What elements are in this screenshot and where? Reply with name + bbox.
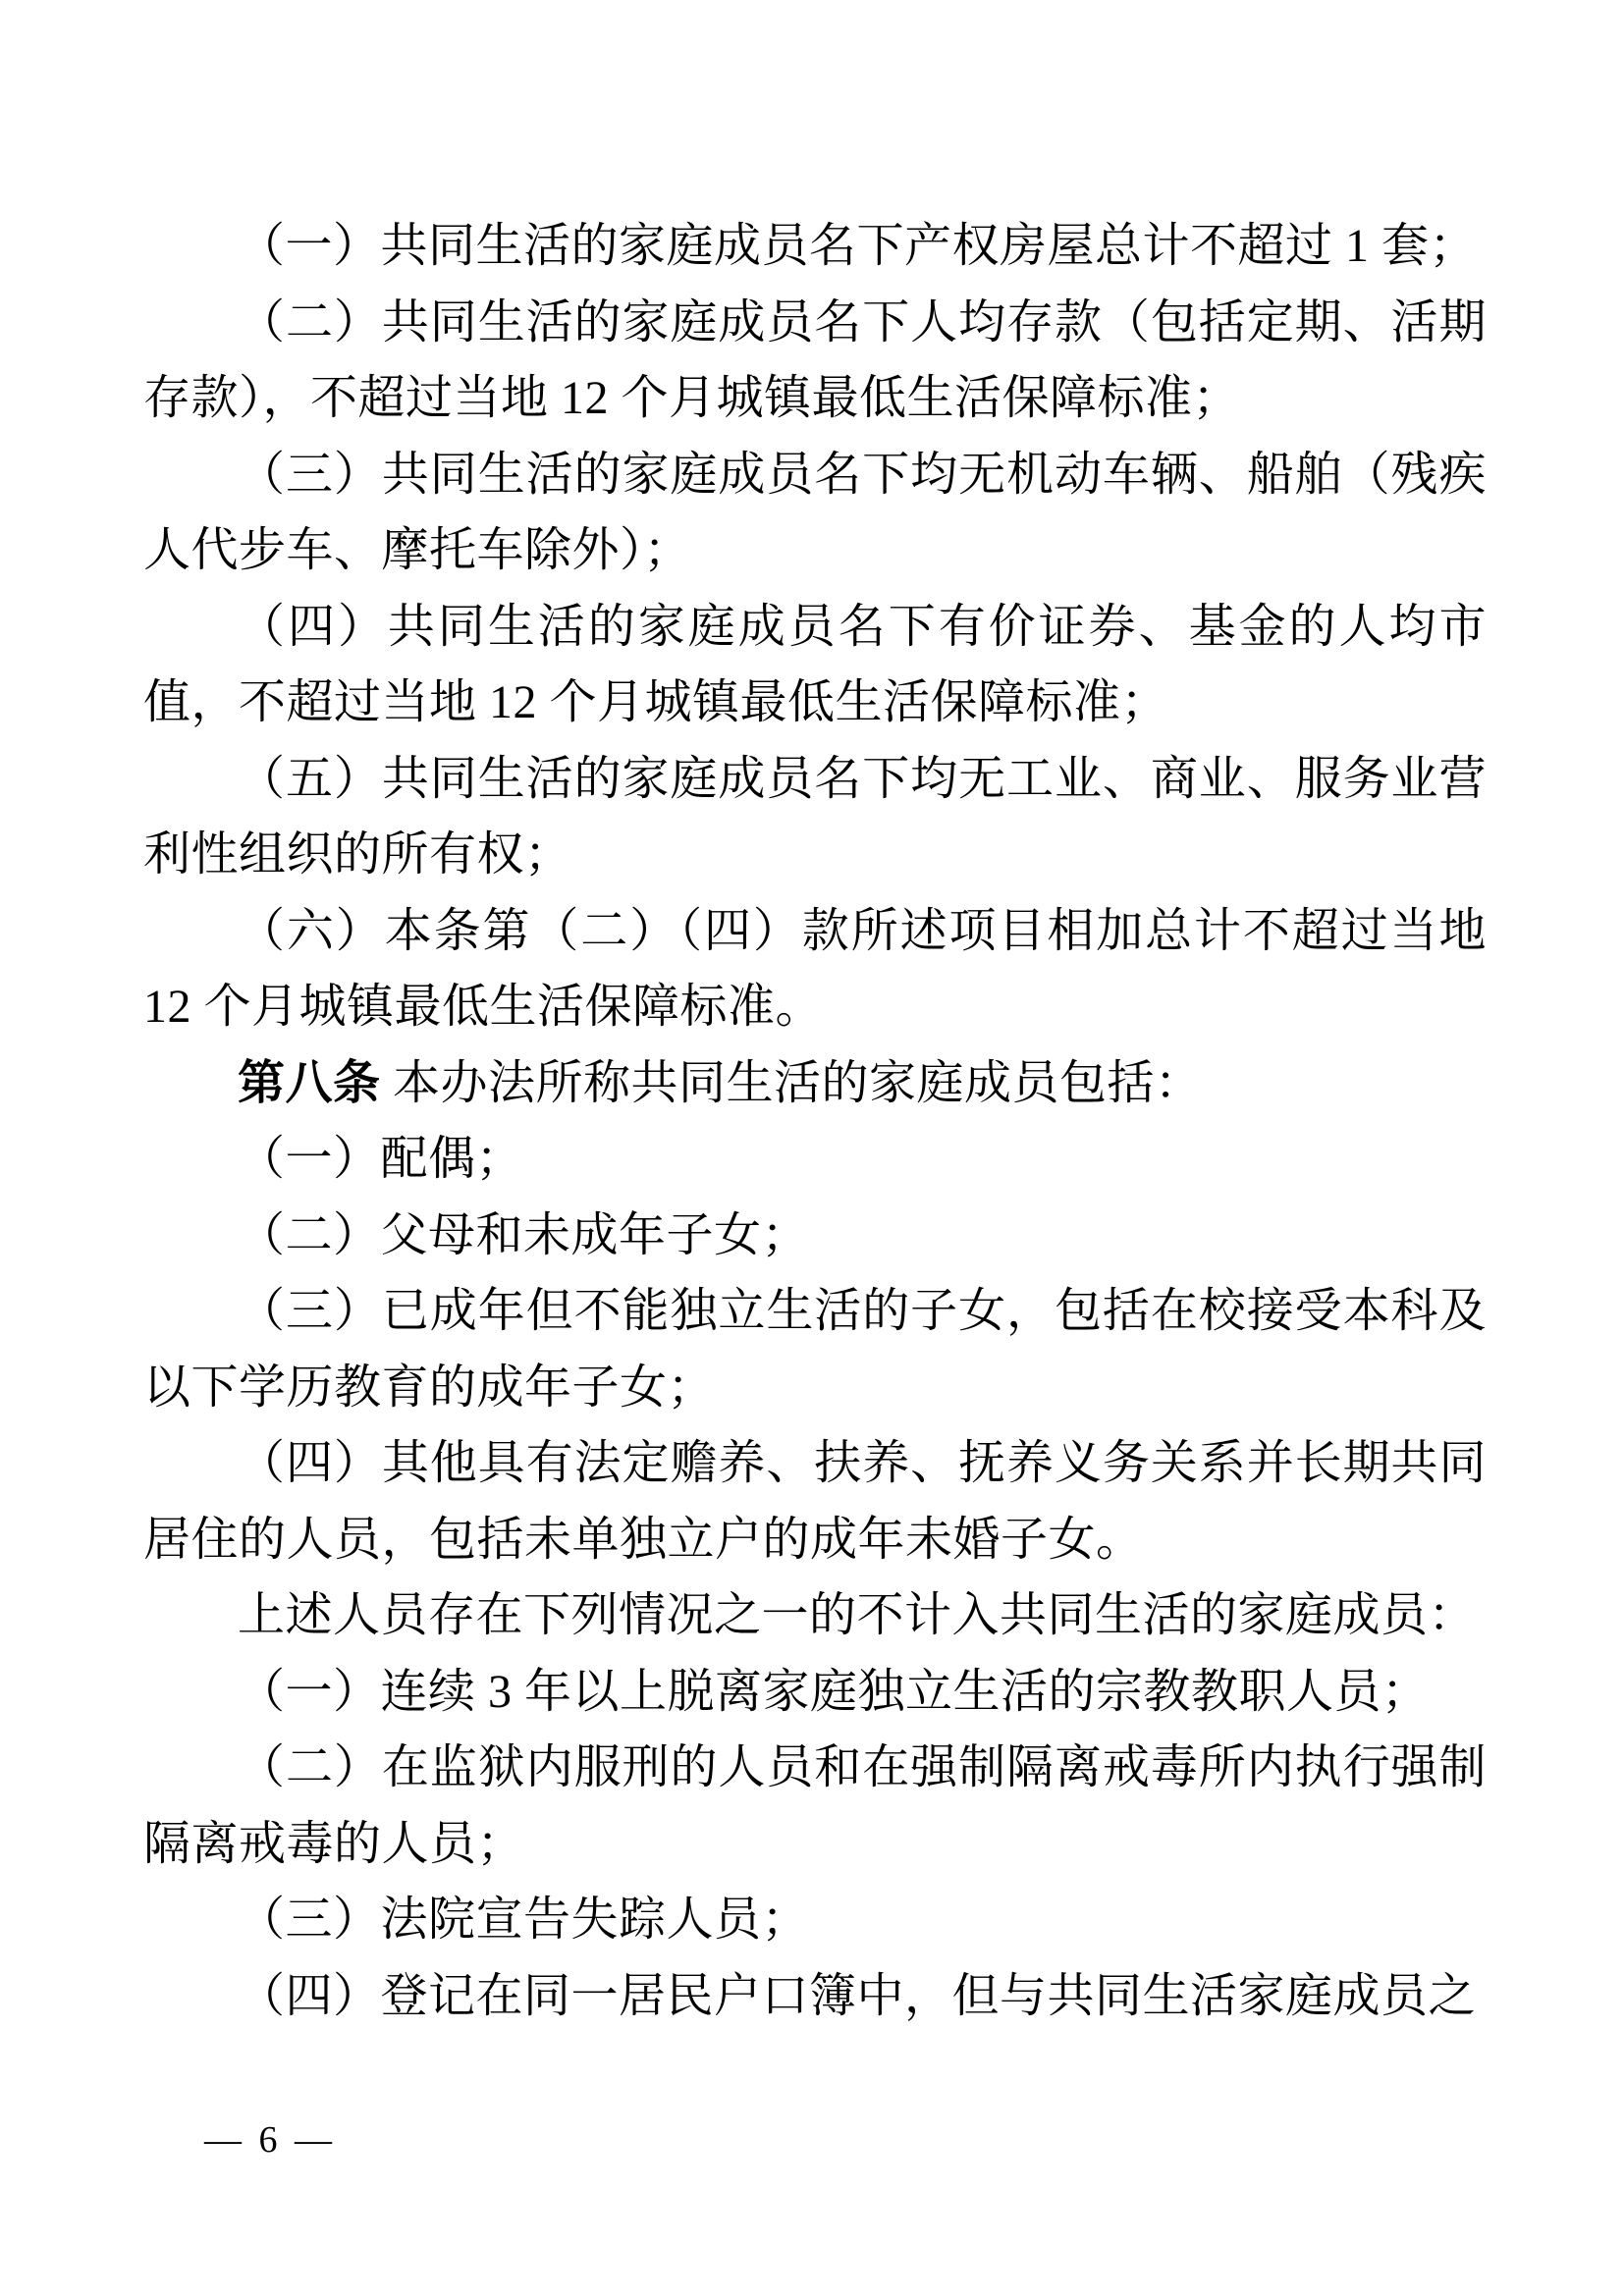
paragraph — [143, 437, 1487, 589]
paragraph — [143, 1730, 1487, 1882]
document-body — [143, 208, 1487, 2034]
paragraph — [143, 893, 1487, 1045]
paragraph-run: （四）登记在同一居民户口簿中，但与共同生活家庭成员之 — [238, 1969, 1477, 2022]
paragraph-run: （四）共同生活的家庭成员名下有价证券、基金的人均市值，不超过当地 12 个月城镇最低生活保障标准； — [143, 600, 1487, 728]
paragraph-run: （五）共同生活的家庭成员名下均无工业、商业、服务业营利性组织的所有权； — [143, 752, 1487, 881]
paragraph — [143, 285, 1487, 437]
paragraph-run: （一）共同生活的家庭成员名下产权房屋总计不超过 1 套； — [238, 220, 1478, 272]
paragraph-run-bold: 第八条 — [238, 1056, 381, 1109]
paragraph-run: （二）共同生活的家庭成员名下人均存款（包括定期、活期存款），不超过当地 12 个月城镇最低生活保障标准； — [143, 295, 1487, 424]
paragraph-run: （二）在监狱内服刑的人员和在强制隔离戒毒所内执行强制隔离戒毒的人员； — [143, 1741, 1487, 1870]
paragraph — [143, 1045, 1487, 1122]
paragraph — [143, 741, 1487, 893]
paragraph — [143, 1121, 1487, 1198]
paragraph-run: （一）配偶； — [238, 1133, 524, 1185]
paragraph-run: 本办法所称共同生活的家庭成员包括： — [380, 1056, 1203, 1109]
paragraph — [143, 589, 1487, 741]
paragraph-run: （三）共同生活的家庭成员名下均无机动车辆、船舶（残疾人代步车、摩托车除外）； — [143, 448, 1487, 576]
paragraph — [143, 1577, 1487, 1654]
paragraph — [143, 1273, 1487, 1425]
paragraph-run: （六）本条第（二）（四）款所述项目相加总计不超过当地 12 个月城镇最低生活保障标准。 — [143, 904, 1487, 1033]
paragraph-run: （二）父母和未成年子女； — [238, 1208, 810, 1261]
paragraph-run: 上述人员存在下列情况之一的不计入共同生活的家庭成员： — [238, 1589, 1477, 1641]
paragraph — [143, 208, 1487, 285]
paragraph-run: （一）连续 3 年以上脱离家庭独立生活的宗教教职人员； — [238, 1665, 1430, 1718]
paragraph — [143, 1198, 1487, 1274]
page-number: — 6 — — [204, 2119, 336, 2161]
paragraph-run: （四）其他具有法定赡养、扶养、抚养义务关系并长期共同居住的人员，包括未单独立户的成年未婚子女。 — [143, 1437, 1487, 1566]
paragraph — [143, 1958, 1487, 2035]
paragraph — [143, 1425, 1487, 1577]
paragraph — [143, 1882, 1487, 1958]
paragraph — [143, 1654, 1487, 1731]
paragraph-run: （三）法院宣告失踪人员； — [238, 1894, 810, 1946]
paragraph-run: （三）已成年但不能独立生活的子女，包括在校接受本科及以下学历教育的成年子女； — [143, 1285, 1487, 1414]
